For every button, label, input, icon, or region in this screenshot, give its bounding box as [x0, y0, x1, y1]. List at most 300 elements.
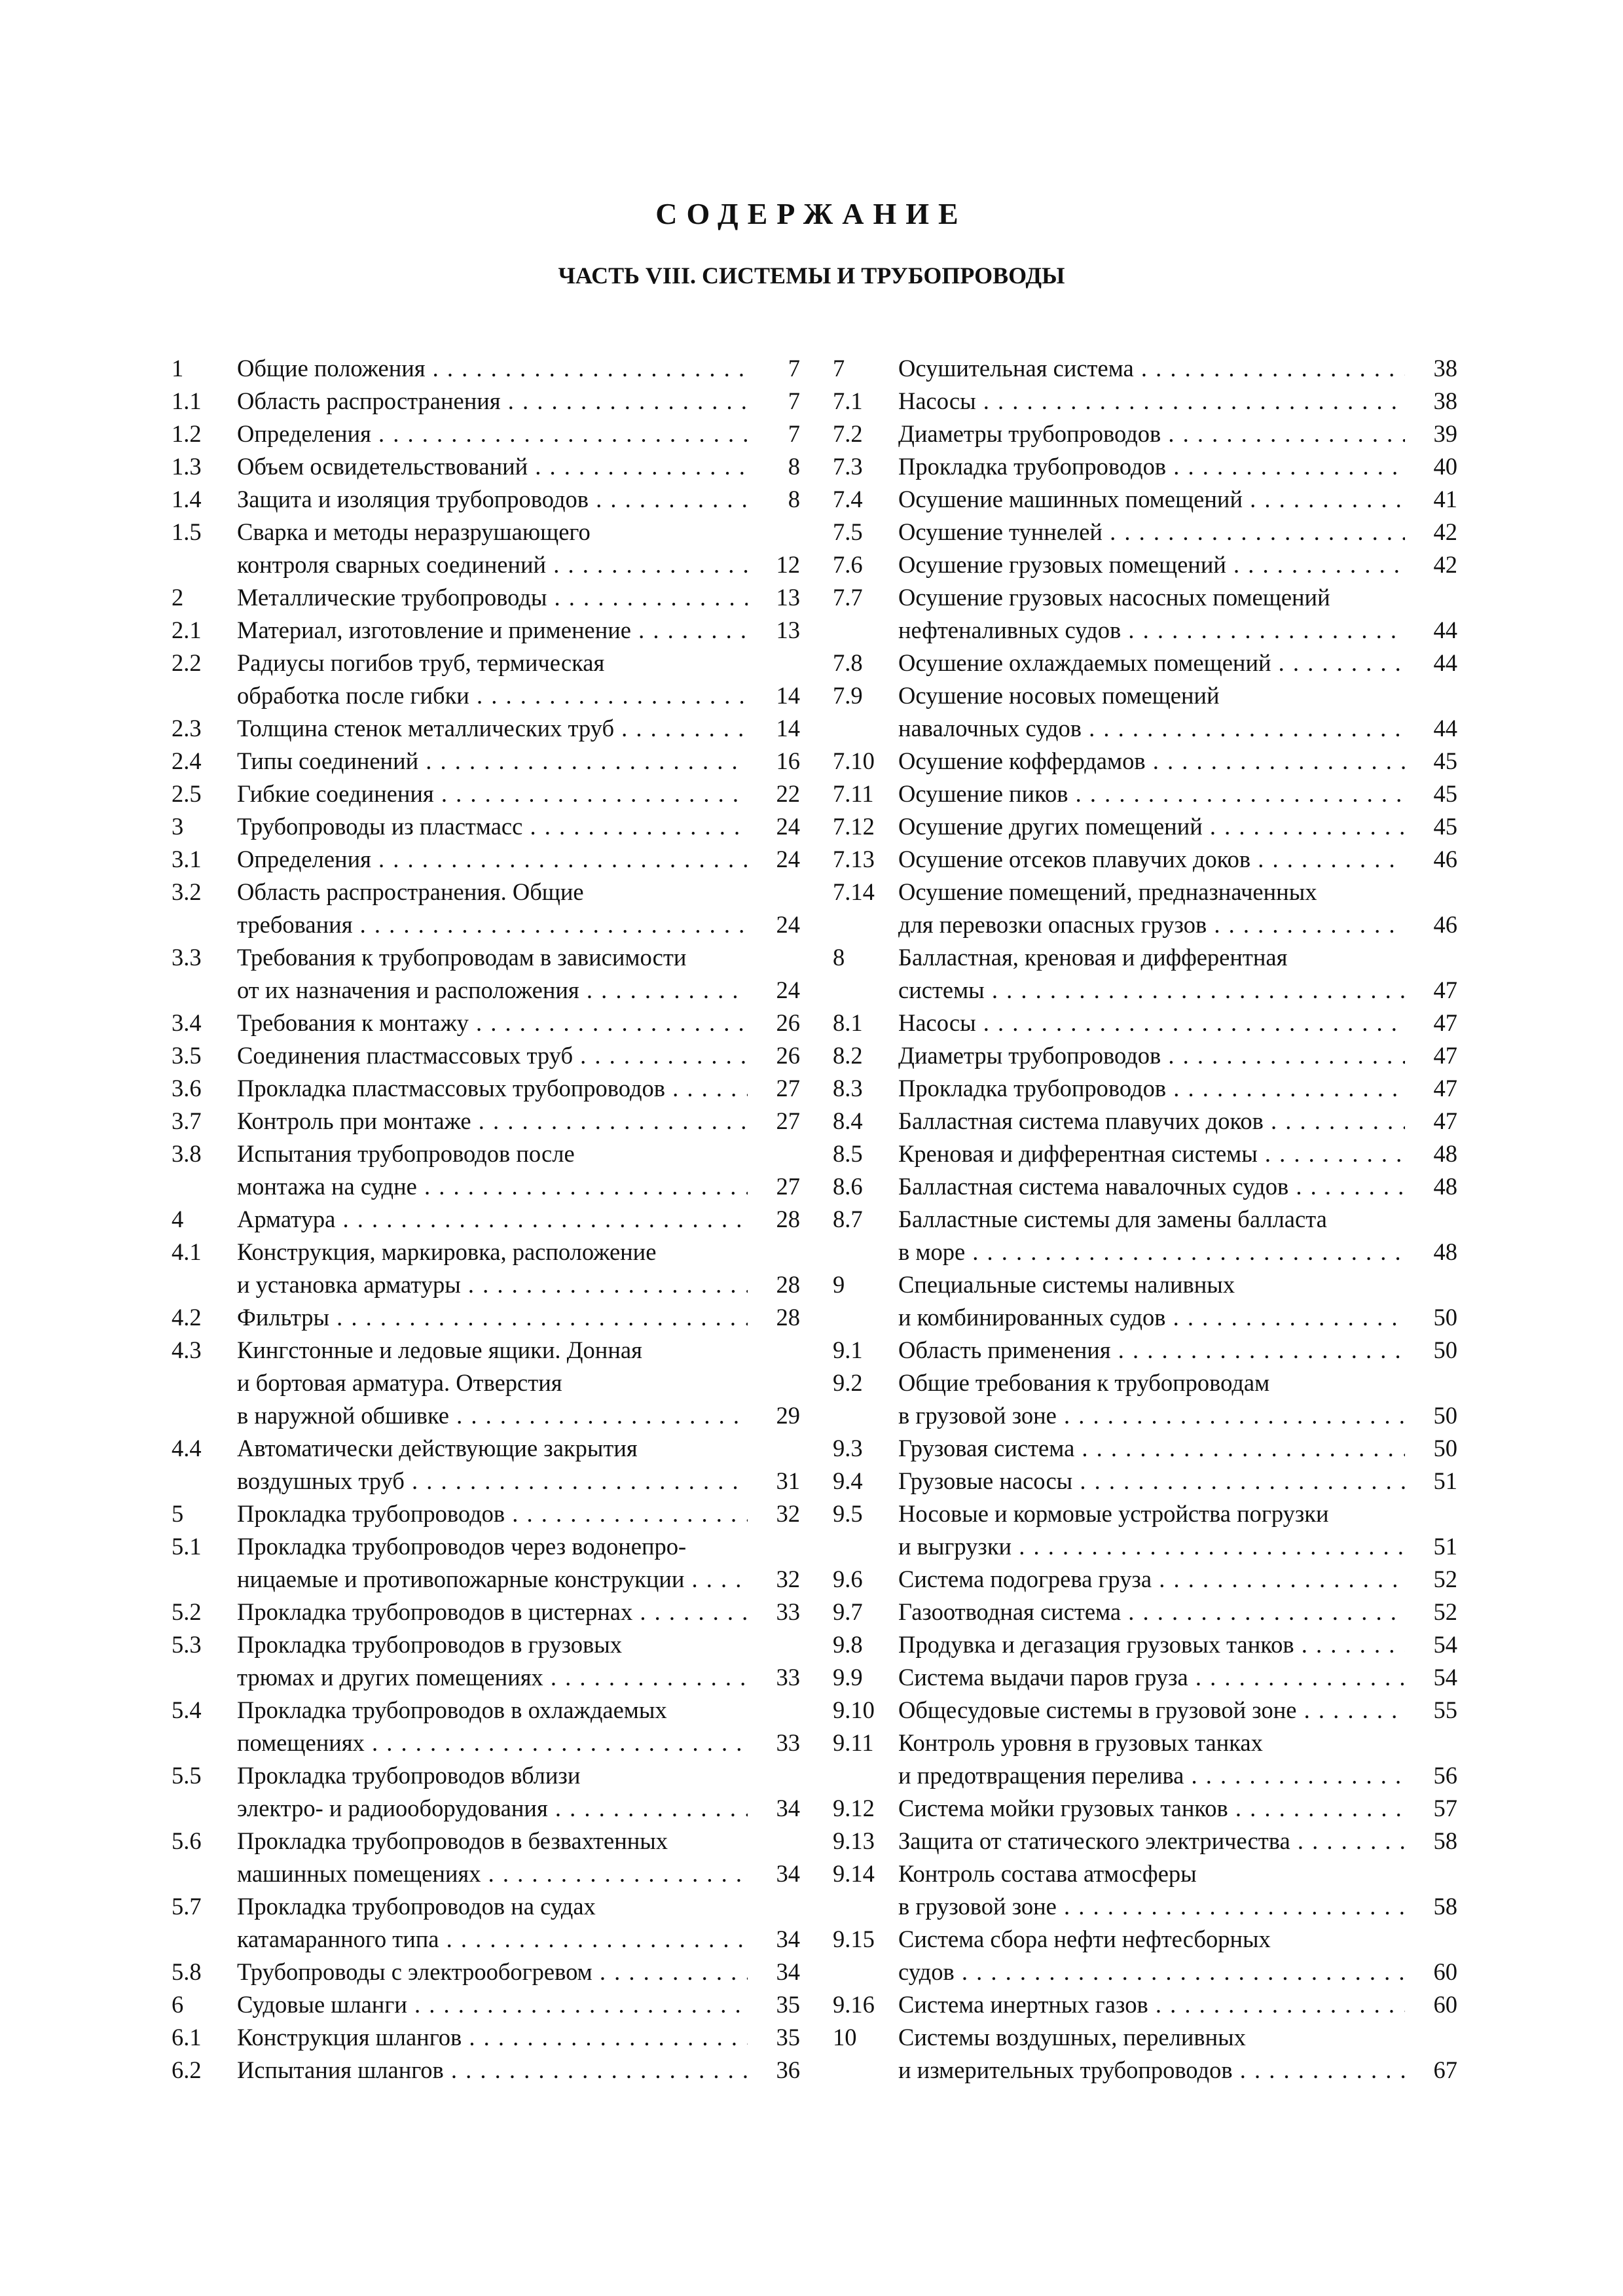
toc-entry-title: и измерительных трубопроводов . . . — [898, 2054, 1405, 2087]
toc-entry — [833, 1367, 1457, 1399]
toc-entry-page: 60 — [1433, 1958, 1457, 1985]
toc-entry-number: 7.2 — [833, 420, 863, 447]
toc-entry-number: 9.7 — [833, 1598, 863, 1625]
toc-entry-title: Общие положения . . . — [237, 352, 748, 385]
toc-entry-title: и установка арматуры . . . — [237, 1268, 748, 1301]
part-title: ЧАСТЬ VIII. СИСТЕМЫ И ТРУБОПРОВОДЫ — [558, 262, 1065, 289]
toc-entry-page: 12 — [776, 551, 800, 578]
toc-entry-number: 7.9 — [833, 682, 863, 709]
toc-entry-title: Материал, изготовление и применение . . . — [237, 614, 748, 647]
toc-entry-title: Область применения . . . — [898, 1334, 1405, 1367]
toc-entry-page: 38 — [1433, 355, 1457, 382]
toc-entry — [172, 1138, 800, 1170]
toc-entry-title: Осушение пиков . . . — [898, 778, 1405, 810]
toc-entry-number: 1.1 — [172, 387, 202, 414]
toc-entry — [172, 1367, 800, 1399]
toc-entry — [172, 1399, 800, 1432]
toc-entry-title: от их назначения и расположения . . . — [237, 974, 748, 1007]
toc-entry-title: Прокладка трубопроводов в охлаждаемых — [237, 1696, 667, 1723]
toc-entry-page: 29 — [776, 1402, 800, 1429]
toc-entry-page: 39 — [1433, 420, 1457, 447]
toc-entry-title: Системы воздушных, переливных — [898, 2024, 1246, 2051]
toc-entry-title: Область распространения. Общие — [237, 878, 584, 905]
toc-entry-title: Балластная система плавучих доков . . . — [898, 1105, 1405, 1138]
toc-entry-number: 1.5 — [172, 518, 202, 545]
toc-entry — [833, 1596, 1457, 1628]
toc-entry-page: 35 — [776, 2024, 800, 2051]
toc-entry-title: Конструкция, маркировка, расположение — [237, 1238, 657, 1265]
toc-entry-title: Трубопроводы с электрообогревом . . . — [237, 1956, 748, 1988]
toc-entry-title: в грузовой зоне . . . — [898, 1890, 1405, 1923]
toc-entry-title: Конструкция шлангов . . . — [237, 2021, 748, 2054]
toc-entry — [172, 1923, 800, 1956]
toc-entry — [172, 614, 800, 647]
toc-entry-number: 4.4 — [172, 1435, 202, 1462]
toc-entry — [833, 516, 1457, 548]
toc-entry-title: Продувка и дегазация грузовых танков . . . — [898, 1628, 1405, 1661]
toc-entry — [172, 745, 800, 778]
toc-entry-page: 51 — [1433, 1533, 1457, 1560]
toc-entry-number: 8 — [833, 944, 845, 971]
toc-entry-title: трюмах и других помещениях . . . — [237, 1661, 748, 1694]
toc-entry — [172, 810, 800, 843]
toc-entry-page: 7 — [788, 387, 800, 414]
toc-entry-title: Сварка и методы неразрушающего — [237, 518, 591, 545]
toc-entry-page: 54 — [1433, 1664, 1457, 1691]
toc-entry-title: Осушение помещений, предназначенных — [898, 878, 1317, 905]
toc-entry-number: 7.10 — [833, 747, 875, 774]
toc-entry-number: 9.6 — [833, 1566, 863, 1592]
toc-entry — [833, 614, 1457, 647]
toc-entry-page: 48 — [1433, 1173, 1457, 1200]
toc-entry-title: судов . . . — [898, 1956, 1405, 1988]
toc-entry-page: 24 — [776, 846, 800, 872]
toc-entry-number: 3 — [172, 813, 184, 840]
toc-entry — [833, 1268, 1457, 1301]
toc-entry — [172, 1498, 800, 1530]
toc-entry-title: Балластные системы для замены балласта — [898, 1206, 1327, 1232]
toc-entry-page: 16 — [776, 747, 800, 774]
toc-entry-title: Система подогрева груза . . . — [898, 1563, 1405, 1596]
toc-entry-page: 13 — [776, 617, 800, 643]
toc-entry-title: Контроль состава атмосферы — [898, 1860, 1197, 1887]
toc-entry-page: 40 — [1433, 453, 1457, 480]
toc-entry-title: Прокладка трубопроводов через водонепро- — [237, 1533, 687, 1560]
toc-entry-number: 4.1 — [172, 1238, 202, 1265]
toc-entry-title: Трубопроводы из пластмасс . . . — [237, 810, 748, 843]
toc-entry-page: 7 — [788, 355, 800, 382]
toc-entry — [833, 712, 1457, 745]
toc-entry-number: 7.4 — [833, 486, 863, 512]
toc-entry-page: 28 — [776, 1206, 800, 1232]
toc-entry — [833, 1988, 1457, 2021]
toc-entry — [172, 1563, 800, 1596]
toc-entry — [833, 2021, 1457, 2054]
toc-entry-title: Общие требования к трубопроводам — [898, 1369, 1270, 1396]
toc-entry-page: 24 — [776, 977, 800, 1003]
toc-entry-number: 6 — [172, 1991, 184, 2018]
toc-entry-title: Определения . . . — [237, 843, 748, 876]
toc-entry-number: 5.8 — [172, 1958, 202, 1985]
toc-entry-page: 33 — [776, 1664, 800, 1691]
toc-entry-title: воздушных труб . . . — [237, 1465, 748, 1498]
toc-entry-number: 9.13 — [833, 1827, 875, 1854]
toc-entry — [172, 385, 800, 418]
toc-entry-page: 34 — [776, 1958, 800, 1985]
toc-entry-number: 10 — [833, 2024, 857, 2051]
toc-entry — [172, 974, 800, 1007]
toc-entry-title: Радиусы погибов труб, термическая — [237, 649, 605, 676]
toc-entry-title: Прокладка трубопроводов . . . — [898, 1072, 1405, 1105]
toc-entry-title: Специальные системы наливных — [898, 1271, 1235, 1298]
toc-entry-page: 42 — [1433, 518, 1457, 545]
toc-entry-page: 7 — [788, 420, 800, 447]
toc-entry-page: 55 — [1433, 1696, 1457, 1723]
toc-entry-page: 24 — [776, 911, 800, 938]
toc-entry — [172, 1268, 800, 1301]
toc-entry-title: Прокладка трубопроводов на судах — [237, 1893, 596, 1920]
toc-entry-number: 8.2 — [833, 1042, 863, 1069]
toc-entry — [172, 1596, 800, 1628]
toc-entry-number: 3.5 — [172, 1042, 202, 1069]
toc-entry-page: 48 — [1433, 1238, 1457, 1265]
toc-entry-page: 44 — [1433, 617, 1457, 643]
toc-entry — [833, 581, 1457, 614]
toc-entry — [172, 941, 800, 974]
toc-entry-page: 58 — [1433, 1893, 1457, 1920]
toc-entry-title: Контроль при монтаже . . . — [237, 1105, 748, 1138]
toc-entry-page: 54 — [1433, 1631, 1457, 1658]
toc-entry-page: 67 — [1433, 2056, 1457, 2083]
toc-entry-number: 3.8 — [172, 1140, 202, 1167]
toc-entry-number: 9.12 — [833, 1795, 875, 1821]
toc-entry-title: Объем освидетельствований . . . — [237, 450, 748, 483]
toc-entry-title: контроля сварных соединений . . . — [237, 548, 748, 581]
toc-entry-page: 22 — [776, 780, 800, 807]
toc-entry — [172, 1203, 800, 1236]
toc-entry-number: 2.1 — [172, 617, 202, 643]
toc-entry — [172, 1236, 800, 1268]
toc-entry-number: 5.7 — [172, 1893, 202, 1920]
toc-entry-page: 50 — [1433, 1402, 1457, 1429]
toc-entry-number: 2.5 — [172, 780, 202, 807]
toc-entry — [172, 1072, 800, 1105]
toc-entry-number: 5.6 — [172, 1827, 202, 1854]
toc-entry-page: 44 — [1433, 715, 1457, 742]
toc-entry-title: Прокладка трубопроводов вблизи — [237, 1762, 581, 1789]
toc-entry-page: 28 — [776, 1271, 800, 1298]
toc-entry-title: Осушение коффердамов . . . — [898, 745, 1405, 778]
toc-entry — [833, 876, 1457, 908]
toc-entry-page: 48 — [1433, 1140, 1457, 1167]
toc-entry-number: 7 — [833, 355, 845, 382]
toc-entry-title: Испытания шлангов . . . — [237, 2054, 748, 2087]
toc-entry-number: 5.2 — [172, 1598, 202, 1625]
toc-entry-number: 1.2 — [172, 420, 202, 447]
toc-entry-number: 7.14 — [833, 878, 875, 905]
toc-entry — [833, 1727, 1457, 1759]
toc-entry-page: 27 — [776, 1075, 800, 1102]
toc-entry — [172, 1792, 800, 1825]
toc-entry-number: 2.3 — [172, 715, 202, 742]
toc-entry-number: 7.13 — [833, 846, 875, 872]
toc-entry-title: Балластная система навалочных судов . . . — [898, 1170, 1405, 1203]
toc-entry — [172, 548, 800, 581]
toc-entry — [833, 974, 1457, 1007]
toc-right-column — [833, 352, 1457, 2087]
toc-entry-title: Система мойки грузовых танков . . . — [898, 1792, 1405, 1825]
toc-entry — [172, 778, 800, 810]
toc-entry-title: Балластная, креновая и дифферентная — [898, 944, 1288, 971]
toc-entry-title: Прокладка трубопроводов . . . — [898, 450, 1405, 483]
toc-entry-title: Определения . . . — [237, 418, 748, 450]
toc-entry-number: 7.11 — [833, 780, 874, 807]
toc-entry-title: и выгрузки . . . — [898, 1530, 1405, 1563]
toc-entry-number: 2 — [172, 584, 184, 611]
toc-entry-number: 9.3 — [833, 1435, 863, 1462]
toc-entry — [833, 1530, 1457, 1563]
toc-entry-title: Прокладка пластмассовых трубопроводов . . . — [237, 1072, 748, 1105]
toc-entry-title: Осушение грузовых помещений . . . — [898, 548, 1405, 581]
toc-entry-title: ницаемые и противопожарные конструкции . . . — [237, 1563, 748, 1596]
toc-entry — [172, 352, 800, 385]
toc-entry — [172, 712, 800, 745]
toc-entry-title: Осушение грузовых насосных помещений — [898, 584, 1330, 611]
page-title: СОДЕРЖАНИЕ — [655, 197, 968, 230]
toc-entry — [172, 1956, 800, 1988]
toc-entry-title: Система выдачи паров груза . . . — [898, 1661, 1405, 1694]
toc-entry-page: 52 — [1433, 1566, 1457, 1592]
toc-entry — [833, 1170, 1457, 1203]
toc-entry — [172, 1857, 800, 1890]
toc-entry-title: Кингстонные и ледовые ящики. Донная — [237, 1336, 642, 1363]
toc-entry-page: 26 — [776, 1042, 800, 1069]
toc-entry-title: Испытания трубопроводов после — [237, 1140, 575, 1167]
toc-entry-title: Грузовая система . . . — [898, 1432, 1405, 1465]
toc-entry — [833, 908, 1457, 941]
toc-entry-title: Требования к трубопроводам в зависимости — [237, 944, 687, 971]
toc-entry — [172, 679, 800, 712]
toc-entry-page: 47 — [1433, 1009, 1457, 1036]
toc-left-column — [172, 352, 800, 2087]
toc-entry-number: 7.3 — [833, 453, 863, 480]
toc-entry-title: Прокладка трубопроводов в безвахтенных — [237, 1827, 668, 1854]
toc-entry-page: 57 — [1433, 1795, 1457, 1821]
toc-entry-title: Осушение отсеков плавучих доков . . . — [898, 843, 1405, 876]
toc-entry — [172, 1727, 800, 1759]
toc-entry-number: 2.2 — [172, 649, 202, 676]
toc-entry-title: электро- и радиооборудования . . . — [237, 1792, 748, 1825]
toc-entry-page: 47 — [1433, 1075, 1457, 1102]
toc-entry-number: 8.3 — [833, 1075, 863, 1102]
toc-entry — [833, 1661, 1457, 1694]
toc-entry-page: 32 — [776, 1500, 800, 1527]
toc-entry-title: Осушение машинных помещений . . . — [898, 483, 1405, 516]
toc-entry — [833, 1792, 1457, 1825]
toc-entry-title: Насосы . . . — [898, 385, 1405, 418]
toc-entry — [172, 450, 800, 483]
toc-entry-number: 9.10 — [833, 1696, 875, 1723]
toc-entry-title: Прокладка трубопроводов в цистернах . . . — [237, 1596, 748, 1628]
toc-entry-title: Соединения пластмассовых труб . . . — [237, 1039, 748, 1072]
toc-entry — [833, 1138, 1457, 1170]
toc-entry — [833, 1956, 1457, 1988]
toc-entry — [833, 1890, 1457, 1923]
toc-entry — [833, 1498, 1457, 1530]
toc-entry-number: 3.2 — [172, 878, 202, 905]
toc-entry — [172, 581, 800, 614]
toc-entry-number: 8.1 — [833, 1009, 863, 1036]
toc-entry-number: 2.4 — [172, 747, 202, 774]
toc-entry-number: 7.12 — [833, 813, 875, 840]
toc-entry-page: 45 — [1433, 780, 1457, 807]
toc-entry-page: 27 — [776, 1107, 800, 1134]
toc-entry — [172, 2021, 800, 2054]
toc-entry-title: Газоотводная система . . . — [898, 1596, 1405, 1628]
toc-entry-title: Прокладка трубопроводов в грузовых — [237, 1631, 623, 1658]
toc-entry-title: Автоматически действующие закрытия — [237, 1435, 638, 1462]
toc-entry-title: Креновая и дифферентная системы . . . — [898, 1138, 1405, 1170]
toc-entry-title: машинных помещениях . . . — [237, 1857, 748, 1890]
toc-entry — [172, 1890, 800, 1923]
toc-entry-page: 50 — [1433, 1336, 1457, 1363]
toc-entry-page: 8 — [788, 453, 800, 480]
toc-entry — [833, 1105, 1457, 1138]
toc-entry-page: 56 — [1433, 1762, 1457, 1789]
toc-entry-number: 9.9 — [833, 1664, 863, 1691]
toc-entry-number: 5.1 — [172, 1533, 202, 1560]
toc-entry-page: 38 — [1433, 387, 1457, 414]
toc-entry-title: нефтеналивных судов . . . — [898, 614, 1405, 647]
toc-entry — [833, 385, 1457, 418]
toc-entry-title: Носовые и кормовые устройства погрузки — [898, 1500, 1329, 1527]
toc-entry — [833, 745, 1457, 778]
toc-entry-number: 9.8 — [833, 1631, 863, 1658]
toc-entry-page: 36 — [776, 2056, 800, 2083]
toc-entry-page: 28 — [776, 1304, 800, 1331]
toc-entry-title: в море . . . — [898, 1236, 1405, 1268]
toc-entry — [833, 1825, 1457, 1857]
toc-entry-page: 34 — [776, 1860, 800, 1887]
toc-entry-title: помещениях . . . — [237, 1727, 748, 1759]
toc-entry — [833, 1857, 1457, 1890]
toc-entry — [833, 1465, 1457, 1498]
toc-entry — [172, 1759, 800, 1792]
toc-entry-number: 7.8 — [833, 649, 863, 676]
toc-entry-title: Система инертных газов . . . — [898, 1988, 1405, 2021]
toc-entry-page: 46 — [1433, 846, 1457, 872]
toc-entry-page: 50 — [1433, 1435, 1457, 1462]
toc-entry-number: 4.3 — [172, 1336, 202, 1363]
toc-entry — [172, 516, 800, 548]
toc-entry-number: 4 — [172, 1206, 184, 1232]
toc-entry-number: 3.6 — [172, 1075, 202, 1102]
toc-entry — [172, 1007, 800, 1039]
toc-entry-title: навалочных судов . . . — [898, 712, 1405, 745]
toc-entry-title: системы . . . — [898, 974, 1405, 1007]
toc-entry-number: 9 — [833, 1271, 845, 1298]
toc-entry — [172, 843, 800, 876]
toc-entry-number: 8.4 — [833, 1107, 863, 1134]
toc-entry — [172, 1432, 800, 1465]
toc-entry-title: Типы соединений . . . — [237, 745, 748, 778]
toc-entry — [833, 352, 1457, 385]
toc-entry-page: 24 — [776, 813, 800, 840]
toc-entry-page: 47 — [1433, 1107, 1457, 1134]
toc-entry — [833, 1759, 1457, 1792]
toc-entry-number: 8.6 — [833, 1173, 863, 1200]
toc-entry — [833, 1203, 1457, 1236]
toc-entry — [833, 483, 1457, 516]
toc-entry-number: 5.5 — [172, 1762, 202, 1789]
toc-entry-page: 14 — [776, 682, 800, 709]
toc-entry-number: 9.16 — [833, 1991, 875, 2018]
toc-entry — [172, 418, 800, 450]
toc-entry-title: Защита от статического электричества . . . — [898, 1825, 1405, 1857]
toc-entry-title: Осушение носовых помещений — [898, 682, 1220, 709]
toc-entry-number: 9.5 — [833, 1500, 863, 1527]
toc-entry — [833, 548, 1457, 581]
toc-entry-title: Диаметры трубопроводов . . . — [898, 418, 1405, 450]
toc-entry — [172, 483, 800, 516]
toc-entry-title: Гибкие соединения . . . — [237, 778, 748, 810]
toc-entry — [833, 1072, 1457, 1105]
toc-entry-title: монтажа на судне . . . — [237, 1170, 748, 1203]
toc-entry — [172, 1301, 800, 1334]
toc-entry-title: Осушение других помещений . . . — [898, 810, 1405, 843]
toc-entry — [833, 647, 1457, 679]
toc-entry — [172, 1039, 800, 1072]
toc-entry — [833, 1432, 1457, 1465]
toc-entry-title: Арматура . . . — [237, 1203, 748, 1236]
toc-entry-number: 9.1 — [833, 1336, 863, 1363]
toc-entry-title: требования . . . — [237, 908, 748, 941]
toc-entry-page: 47 — [1433, 977, 1457, 1003]
toc-entry-number: 1 — [172, 355, 184, 382]
toc-entry-title: Область распространения . . . — [237, 385, 748, 418]
toc-entry — [833, 843, 1457, 876]
toc-entry-title: и предотвращения перелива . . . — [898, 1759, 1405, 1792]
toc-entry — [172, 1334, 800, 1367]
toc-entry-page: 14 — [776, 715, 800, 742]
toc-entry-page: 51 — [1433, 1467, 1457, 1494]
toc-entry — [833, 941, 1457, 974]
toc-entry-number: 9.4 — [833, 1467, 863, 1494]
toc-entry — [833, 1039, 1457, 1072]
toc-entry — [833, 418, 1457, 450]
toc-entry-title: в грузовой зоне . . . — [898, 1399, 1405, 1432]
toc-entry — [172, 1988, 800, 2021]
toc-entry — [833, 1007, 1457, 1039]
toc-entry-title: Осушительная система . . . — [898, 352, 1405, 385]
toc-entry-page: 33 — [776, 1598, 800, 1625]
toc-entry-page: 35 — [776, 1991, 800, 2018]
toc-entry-page: 47 — [1433, 1042, 1457, 1069]
toc-entry-number: 5.3 — [172, 1631, 202, 1658]
toc-entry-title: обработка после гибки . . . — [237, 679, 748, 712]
toc-entry-number: 8.7 — [833, 1206, 863, 1232]
toc-entry-page: 26 — [776, 1009, 800, 1036]
toc-entry — [172, 908, 800, 941]
toc-entry-title: для перевозки опасных грузов . . . — [898, 908, 1405, 941]
toc-entry — [833, 1923, 1457, 1956]
toc-entry-page: 34 — [776, 1926, 800, 1952]
toc-entry — [833, 1628, 1457, 1661]
toc-entry-title: Прокладка трубопроводов . . . — [237, 1498, 748, 1530]
toc-entry — [172, 1170, 800, 1203]
toc-entry-page: 13 — [776, 584, 800, 611]
toc-entry — [833, 1334, 1457, 1367]
